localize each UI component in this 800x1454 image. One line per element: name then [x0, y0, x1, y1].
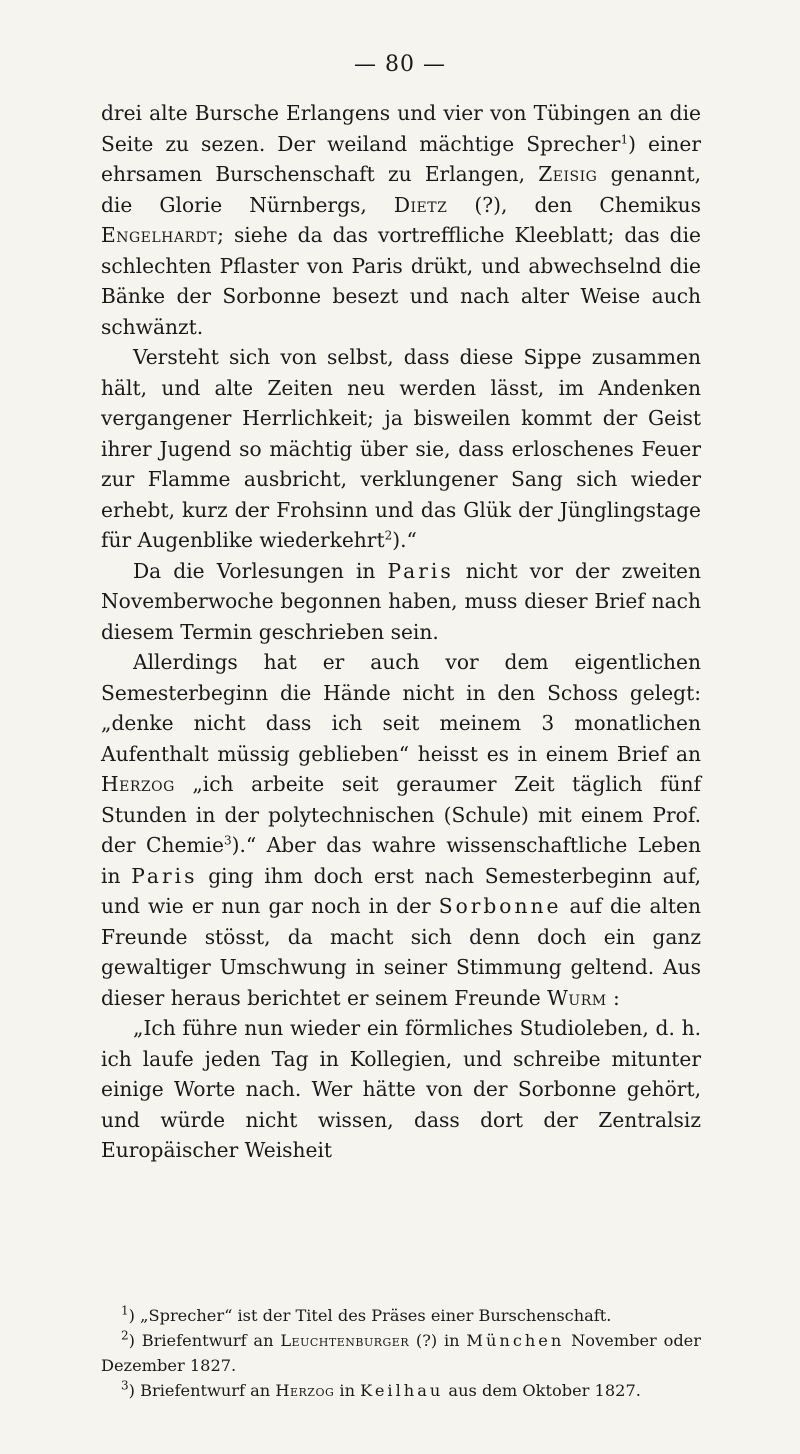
footnotes [101, 1303, 701, 1403]
footnote-text: ) „Sprecher“ ist der Titel des Präses einer Burschenschaft. [128, 1306, 612, 1325]
name-wurm: Wurm [547, 985, 607, 1010]
footnote-text: (?) in [409, 1331, 467, 1350]
text-run: auf die alten Freunde stösst, da macht sich denn doch ein ganz gewaltiger Umschwung in seiner Stimmung geltend. Aus dieser heraus berichtet er seinem Freunde [101, 894, 701, 1010]
paragraph-2 [101, 342, 701, 556]
paragraph-4 [101, 647, 701, 1013]
text-run: „Ich führe nun wieder ein förmliches Studioleben, d. h. ich laufe jeden Tag in Kollegien, und schreibe mitunter einige Worte nach. Wer hätte von der Sorbonne gehört, und würde nicht wissen, dass dort der Zentralsiz Europäischer Weisheit [101, 1016, 701, 1162]
name-leuchtenburger: Leuchtenburger [280, 1331, 410, 1350]
footnote-3 [101, 1378, 701, 1403]
text-run: ).“ [392, 528, 417, 552]
text-run: ging ihm doch erst nach Semesterbeginn auf, und wie er nun gar noch in der [101, 863, 701, 918]
footnote-text: in [334, 1381, 361, 1400]
footnote-text: November oder Dezember 1827. [101, 1331, 701, 1375]
text-run: drei alte Bursche Erlangens und vier von Tübingen an die Seite zu sezen. Der weiland mächtige Sprecher [101, 101, 701, 156]
place-paris: Paris [387, 558, 454, 583]
text-run: nicht vor der zweiten Novemberwoche begonnen haben, muss dieser Brief nach diesem Termin geschrieben sein. [101, 558, 701, 644]
text-run: ) einer ehrsamen Burschenschaft zu Erlangen, [101, 131, 701, 186]
name-zeisig: Zeisig [538, 162, 598, 186]
text-run: ; siehe da das vortreffliche Kleeblatt; das die schlechten Pflaster von Paris drükt, und abwechselnd die Bänke der Sorbonne besezt und nach alter Weise auch schwänzt. [101, 223, 701, 339]
place-sorbonne: Sorbonne [438, 894, 562, 918]
text-run: Allerdings hat er auch vor dem eigentlichen Semesterbeginn die Hände nicht in den Schoss gelegt: „denke nicht dass ich seit meinem 3 monatlichen Aufenthalt müssig geblieben“ heisst es in einem Brief an [101, 650, 701, 766]
name-dietz: Dietz [393, 192, 448, 217]
text-run: (?), den Chemikus [447, 192, 701, 217]
footnote-1 [101, 1303, 701, 1328]
page-number: — 80 — [354, 52, 446, 77]
footnote-mark: 1 [121, 1303, 129, 1318]
name-engelhardt: Engelhardt [101, 223, 218, 247]
footnote-ref-3: 3 [223, 833, 232, 848]
footnote-mark: 2 [121, 1328, 129, 1343]
name-herzog: Herzog [101, 772, 175, 796]
text-run: „ich arbeite seit geraumer Zeit täglich fünf Stunden in der polytechnischen (Schule) mit einem Prof. der Chemie [101, 772, 701, 857]
text-run: genannt, die Glorie Nürnbergs, [101, 162, 702, 217]
footnote-ref-2: 2 [384, 528, 393, 543]
footnote-text: ) Briefentwurf an [128, 1331, 281, 1350]
place-keilhau: Keilhau [360, 1381, 444, 1400]
text-run: Versteht sich von selbst, dass diese Sippe zusammen hält, und alte Zeiten neu werden lässt, im Andenken vergangener Herrlichkeit; ja bisweilen kommt der Geist ihrer Jugend so mächtig über sie, dass erloschenes Feuer zur Flamme ausbricht, verklungener Sang sich wieder erhebt, kurz der Frohsinn und das Glük der Jünglingstage für Augenblike wiederkehrt [101, 345, 701, 552]
paragraph-3 [101, 556, 701, 648]
text-run: ).“ Aber das wahre wissenschaftliche Leben in [101, 833, 701, 888]
text-run: : [606, 985, 620, 1010]
footnote-text: ) Briefentwurf an [128, 1381, 276, 1400]
footnote-text: aus dem Oktober 1827. [443, 1381, 641, 1400]
paragraph-1 [101, 98, 701, 342]
name-herzog: Herzog [275, 1381, 335, 1400]
main-text [101, 98, 701, 1166]
text-run: Da die Vorlesungen in [133, 558, 388, 583]
footnote-mark: 3 [121, 1378, 129, 1393]
paragraph-5 [101, 1013, 701, 1166]
footnote-2 [101, 1328, 701, 1378]
place-muenchen: München [466, 1331, 565, 1350]
place-paris: Paris [131, 863, 198, 888]
footnote-ref-1: 1 [620, 131, 629, 146]
